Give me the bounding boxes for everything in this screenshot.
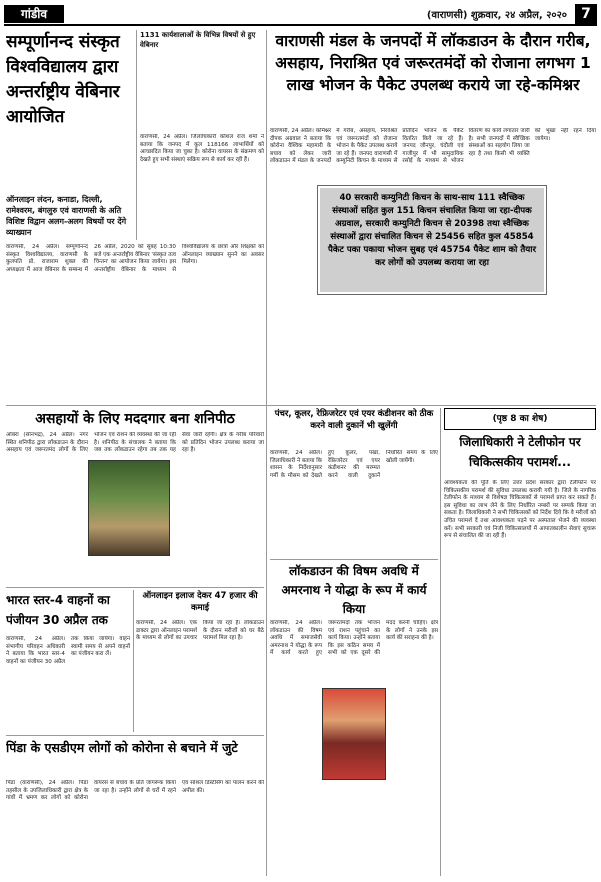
- page-number: 7: [575, 4, 597, 24]
- lockdown-warrior-body-text: वाराणसी, 24 अप्रैल। लॉकडाउन की विषम अवधि में समाजसेवी अमरनाथ ने योद्धा के रूप में कार्य करते हुए जरूरतमंदों तक भोजन एवं राशन पहुंचाने का कार्य किया। उन्होंने बताया कि इस कठिन समय में सभी को एक दूसरे की मदद करनी चाहिए। क्षेत्र के लोगों ने उनके इस कार्य की सराहना की है।: [270, 620, 438, 657]
- sanskrit-subhead: ऑनलाइन लंदन, कनाडा, दिल्ली, रामेश्वरम, बंगलुरु एवं वाराणसी के अति विशिष्ट विद्वान अलग-अलग विषयों पर देंगे व्याख्यान: [6, 195, 127, 237]
- shops-headline: पंचर, कूलर, रेफ्रिजरेटर एवं एयर कंडीशनर को ठीक करने वाली दुकानें भी खुलेंगी: [274, 409, 434, 431]
- column-divider: [136, 30, 137, 240]
- sanskrit-article-body: [6, 244, 264, 404]
- telephone-body-text: आवश्यकता की पूर्ति के लिए उत्तर प्रदेश सरकार द्वारा टेलीफोन पर चिकित्सकीय परामर्श की सुविधा उपलब्ध करायी गयी है। जिले के नागरिक टेलीफोन के माध्यम से विशेषज्ञ चिकित्सकों से परामर्श प्राप्त कर सकते हैं। इस सुविधा का लाभ लेने के लिए निर्धारित नम्बरों पर सम्पर्क किया जा सकता है। जिलाधिकारी ने सभी चिकित्सकों को निर्देश दिये कि वे मरीजों को उचित परामर्श दें तथा आवश्यकता पड़ने पर अस्पताल भेजने की व्यवस्था करें। सभी सरकारी एवं निजी चिकित्सालयों में आपातकालीन सेवाएं सुचारू रूप से संचालित की जा रही हैं।: [444, 480, 596, 540]
- main-headline: वाराणसी मंडल के जनपदों में लॉकडाउन के दौरान गरीब, असहाय, निराश्रित एवं जरूरतमंदों को रोजाना लगभग 1 लाख भोजन के पैकेट उपलब्ध कराये जा रहे-कमिश्नर: [275, 32, 591, 94]
- pinda-headline: पिंडा के एसडीएम लोगों को कोरोना से बचाने में जुटे: [6, 740, 238, 755]
- online-headline: ऑनलाइन इलाज देकर 47 हजार की कमाई: [142, 591, 258, 613]
- issue-date: (वाराणसी) शुक्रवार, २४ अप्रैल, २०२०: [426, 10, 567, 21]
- main-body-text: वाराणसी, 24 अप्रैल। कमिश्नर दीपक अग्रवाल ने बताया कि कोरोना वैश्विक महामारी के बचाव को लेकर जारी लॉकडाउन में मंडल के जनपदों में गरीब, असहाय, निराश्रित एवं जरूरतमंदों को रोजाना भोजन के पैकेट उपलब्ध कराये जा रहे हैं। जनपद वाराणसी में कम्युनिटी किचन के माध्यम से प्रतिदिन भोजन के पैकेट वितरित किये जा रहे हैं। जनपद जौनपुर, चंदौली एवं गाजीपुर में भी सामुदायिक रसोई के माध्यम से भोजन वितरण का कार्य लगातार जारी है। सभी जनपदों में स्वैच्छिक संस्थाओं का सहयोग लिया जा रहा है तथा किसी भी व्यक्ति को भूखा नहीं रहने दिया जायेगा।: [270, 128, 596, 165]
- aids-left-article-body: [140, 134, 264, 240]
- vehicle-body-text: वाराणसी, 24 अप्रैल। संभागीय परिवहन अधिकारी ने बताया कि भारत स्तर-4 वाहनों का पंजीयन 30 अप्रैल तक किया जायेगा। वाहन स्वामी समय से अपने वाहनों का पंजीयन करा लें।: [6, 636, 130, 665]
- shani-body-text: ओबरा (सोनभद्र), 24 अप्रैल। नगर स्थित शनिपीठ द्वारा लॉकडाउन के दौरान असहाय एवं जरूरतमंद लोगों के लिए भोजन एवं राशन की व्यवस्था की जा रही है। शनिपीठ के संचालक ने बताया कि जब तक लॉकडाउन रहेगा तब तक यह सेवा जारी रहेगी। क्षेत्र के गरीब परिवारों को प्रतिदिन भोजन उपलब्ध कराया जा रहा है।: [6, 432, 264, 454]
- shops-article-body: [270, 450, 438, 556]
- children-photo: [88, 460, 170, 556]
- row-divider: [6, 587, 264, 588]
- main-callout-box: 40 सरकारी कम्युनिटी किचन के साथ-साथ 111 स्वैच्छिक संस्थाओं सहित कुल 151 किचन संचालित किया जा रहा-दीपक अग्रवाल, सरकारी कम्युनिटी किचन से 20398 तथा स्वैच्छिक संस्थाओं द्वारा संचालित किचन से 25456 सहित कुल 45854 पैकेट पका पकाया भोजन सुबह एवं 45754 पैकेट शाम को तैयार कर लोगों को उपलब्ध कराया जा रहा: [318, 186, 546, 294]
- row-divider: [270, 559, 438, 560]
- pinda-body-text: पिंडा (वाराणसी), 24 अप्रैल। पिंडा तहसील के उपजिलाधिकारी द्वारा क्षेत्र के गांवों में भ्रमण कर लोगों को कोरोना वायरस से बचाव के प्रति जागरूक किया जा रहा है। उन्होंने लोगों से घरों में रहने एवं सोशल डिस्टेंसिंग का पालन करने की अपील की।: [6, 780, 264, 802]
- lockdown-warrior-headline: लॉकडाउन की विषम अवधि में अमरनाथ ने योद्धा के रूप में कार्य किया: [281, 564, 427, 616]
- shani-headline: असहायों के लिए मददगार बना शनिपीठ: [35, 411, 235, 427]
- masthead: [4, 4, 597, 26]
- pinda-article-body: [6, 780, 264, 876]
- vehicle-headline: भारत स्तर-4 वाहनों का पंजीयन 30 अप्रैल तक: [6, 593, 110, 627]
- column-divider: [266, 30, 267, 876]
- row-divider: [6, 735, 264, 736]
- continued-box: (पृष्ठ 8 का शेष): [444, 408, 596, 430]
- newspaper-name: गांडीव: [4, 5, 64, 23]
- row-divider: [6, 405, 596, 406]
- online-article-body: [136, 620, 264, 732]
- column-divider: [440, 408, 441, 876]
- portrait-photo: [322, 688, 386, 780]
- shops-body-text: वाराणसी, 24 अप्रैल। जिलाधिकारी ने बताया कि शासन के निर्देशानुसार गर्मी के मौसम को देखते हुए कूलर, पंखा, रेफ्रिजरेटर एवं एयर कंडीशनर की मरम्मत करने वाली दुकानें निर्धारित समय के लिए खोली जायेंगी।: [270, 450, 438, 479]
- telephone-article-body: [444, 480, 596, 876]
- column-divider: [133, 590, 134, 732]
- sanskrit-headline: सम्पूर्णानन्द संस्कृत विश्वविद्यालय द्वारा अन्तर्राष्ट्रीय वेबिनार आयोजित: [6, 32, 120, 127]
- aids-left-headline: 1131 कार्यशालाओं के विभिन्न विषयों से हुए वेबिनार: [140, 31, 256, 49]
- telephone-headline: जिलाधिकारी ने टेलीफोन पर चिकित्सकीय परामर्श...: [459, 435, 581, 469]
- sanskrit-body-text: वाराणसी, 24 अप्रैल। सम्पूर्णानन्द संस्कृत विश्वविद्यालय, वाराणसी के कुलपति प्रो. राजाराम शुक्ल की अध्यक्षता में आज वेबिनार के सम्बन्ध में 26 अप्रैल, 2020 को सुबह 10:30 बजे एक अन्तर्राष्ट्रीय वेबिनार 'संस्कृत तत्व चिन्तन' का आयोजन किया जायेगा। इस अन्तर्राष्ट्रीय वेबिनार के माध्यम से विश्वविद्यालय के छात्रों और शिक्षकों को ऑनलाइन व्याख्यान सुनने का अवसर मिलेगा।: [6, 244, 264, 273]
- aids-left-body-text: वाराणसी, 24 अप्रैल। जिलाधिकारी कौशल राज शर्मा ने बताया कि जनपद में कुल 118166 लाभार्थियों को आच्छादित किया जा चुका है। कोरोना वायरस के संक्रमण को देखते हुए सभी संस्थाएं सक्रिय रूप से कार्य कर रही हैं।: [140, 134, 264, 163]
- online-body-text: वाराणसी, 24 अप्रैल। एक डाक्टर द्वारा ऑनलाइन परामर्श के माध्यम से लोगों का उपचार किया जा रहा है। लॉकडाउन के दौरान मरीजों को घर बैठे परामर्श मिल रहा है।: [136, 620, 264, 642]
- vehicle-article-body: [6, 636, 130, 732]
